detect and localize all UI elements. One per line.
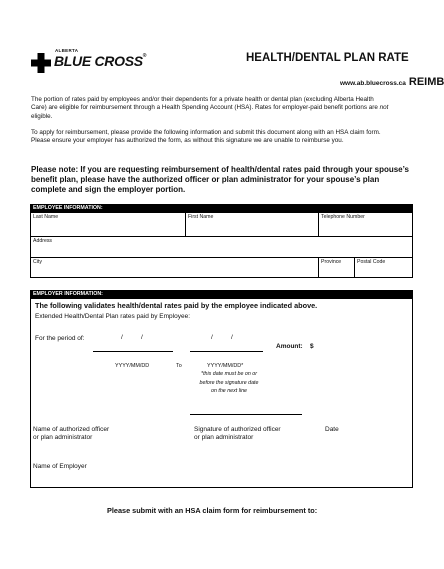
- website-url[interactable]: www.ab.bluecross.ca: [340, 80, 406, 87]
- employee-info-box: [30, 212, 413, 278]
- period-label: For the period of:: [35, 335, 85, 342]
- date-note: *this date must be on or before the signature date on the next line: [199, 371, 259, 395]
- city-field[interactable]: City: [33, 259, 42, 265]
- url-row: [340, 72, 444, 90]
- officer-name-line-1: Name of authorized officer: [33, 426, 110, 433]
- signature-line-1: Signature of authorized officer: [194, 426, 281, 433]
- amount-label: Amount:: [276, 343, 303, 350]
- intro-paragraph-1-a: The portion of rates paid by employees and/or their dependents for a private health or dental plan (excluding Alberta Health Care) are eligible for reimbursement through a Health Spending Account (HSA). Rates for employer-paid benefit portions are: [31, 96, 380, 112]
- divider: [318, 257, 319, 278]
- date-label: Date: [325, 426, 339, 433]
- divider: [30, 236, 413, 237]
- logo-wordmark-text: BLUE CROSS: [54, 53, 143, 69]
- period-from-line[interactable]: [93, 351, 173, 352]
- date-slash: /: [211, 334, 213, 341]
- to-label: To: [176, 363, 182, 369]
- province-field[interactable]: Province: [321, 259, 342, 265]
- submit-instructions: Please submit with an HSA claim form for reimbursement to:: [107, 506, 318, 515]
- officer-name-label: [33, 426, 109, 442]
- period-to-line[interactable]: [190, 351, 263, 352]
- divider: [354, 257, 355, 278]
- address-field[interactable]: Address: [33, 238, 53, 244]
- date-slash: /: [231, 334, 233, 341]
- employer-name-label: Name of Employer: [33, 463, 87, 470]
- logo-alberta-text: ALBERTA: [55, 48, 79, 53]
- title-cut-text: REIMB: [408, 76, 444, 88]
- date-format-from: YYYY/MM/DD: [115, 363, 150, 369]
- logo-registered-mark: ®: [142, 53, 147, 59]
- divider: [318, 212, 319, 236]
- signature-label: [194, 426, 281, 442]
- employer-section-header: EMPLOYER INFORMATION:: [30, 290, 413, 298]
- employee-section-header: EMPLOYEE INFORMATION:: [30, 204, 413, 212]
- blue-cross-logo-icon: [31, 53, 51, 73]
- last-name-field[interactable]: Last Name: [33, 214, 59, 220]
- extended-plan-label: Extended Health/Dental Plan rates paid by Employee:: [35, 313, 191, 320]
- intro-paragraph-1-b: eligible.: [31, 112, 53, 120]
- signature-date-line[interactable]: [190, 414, 302, 415]
- intro-paragraph-2: To apply for reimbursement, please provide the following information and submit this document along with an HSA claim form. Please ensure your employer has authorized the form, as without this signature we are unable to reimburse you.: [31, 129, 381, 145]
- first-name-field[interactable]: First Name: [188, 214, 214, 220]
- spouse-note: Please note: If you are requesting reimbursement of health/dental rates paid through your spouse’s benefit plan, please have the authorized officer or plan administrator for your spouse’s plan complete and sign the employer portion.: [31, 165, 410, 195]
- intro-paragraph-1: [31, 96, 391, 121]
- divider: [185, 212, 186, 236]
- intro-paragraph-1-not: not: [379, 104, 389, 112]
- divider: [30, 257, 413, 258]
- dollar-sign: $: [310, 343, 314, 350]
- date-slash: /: [141, 334, 143, 341]
- signature-line-2: or plan administrator: [194, 434, 254, 441]
- date-format-to: YYYY/MM/DD*: [207, 363, 244, 369]
- officer-name-line-2: or plan administrator: [33, 434, 93, 441]
- postal-code-field[interactable]: Postal Code: [357, 259, 386, 265]
- validates-statement: The following validates health/dental rates paid by the employee indicated above.: [35, 301, 318, 310]
- logo-wordmark: [54, 53, 146, 69]
- page-title: HEALTH/DENTAL PLAN RATE: [246, 52, 409, 64]
- date-slash: /: [121, 334, 123, 341]
- telephone-field[interactable]: Telephone Number: [321, 214, 365, 220]
